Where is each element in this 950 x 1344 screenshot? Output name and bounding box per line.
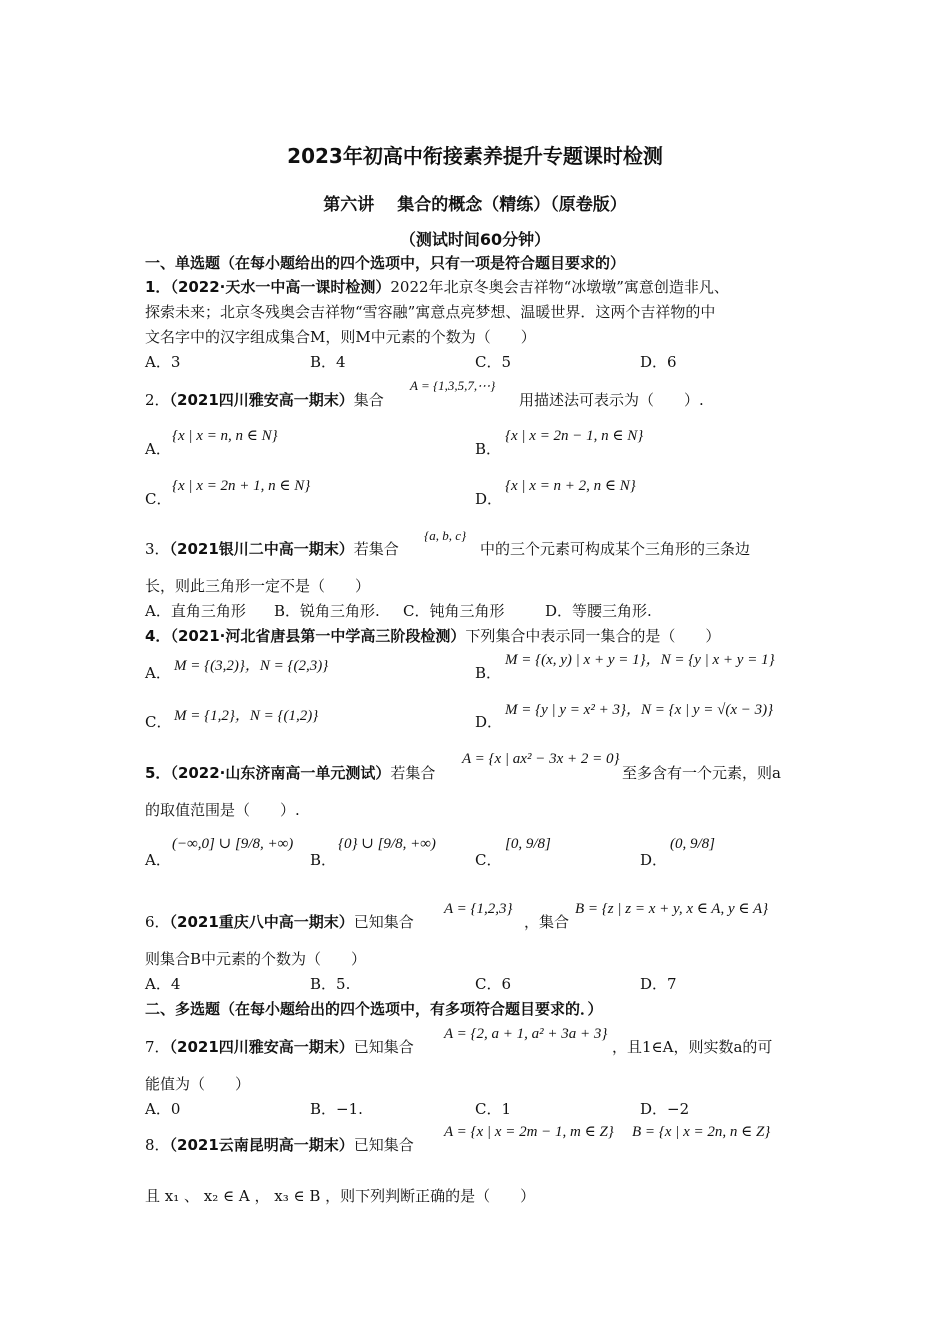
question-text: 集合 — [353, 391, 384, 409]
q1-option-d: D．6 — [640, 353, 677, 371]
q5-option-b: {0} ∪ [9/8, +∞) — [338, 836, 436, 852]
document-subtitle: 第六讲 集合的概念（精练）（原卷版） — [323, 195, 627, 215]
q2-option-d-label: D． — [475, 490, 503, 508]
q7-formula: A = {2, a + 1, a² + 3a + 3} — [444, 1026, 608, 1042]
q4-option-d: M = {y | y = x² + 3}，N = {x | y = √(x − 3)} — [505, 702, 774, 718]
question-7-line-2: 能值为（ ） — [145, 1075, 251, 1093]
question-source: （2021云南昆明高一期末） — [169, 1136, 354, 1154]
q5-formula: A = {x | ax² − 3x + 2 = 0} — [462, 751, 620, 767]
q6-option-a: A．4 — [145, 975, 181, 993]
question-source: （2021·河北省唐县第一中学高三阶段检测） — [170, 627, 466, 645]
question-text: 若集合 — [353, 540, 399, 558]
q5-option-b-label: B． — [310, 851, 337, 869]
q1-option-a: A．3 — [145, 353, 181, 371]
question-3 — [145, 539, 399, 559]
q6-question-mid: ，集合 — [524, 913, 570, 931]
q3-option-c: C．钝角三角形 — [403, 602, 505, 620]
q7-option-a: A．0 — [145, 1100, 181, 1118]
question-7 — [145, 1037, 414, 1057]
question-number: 4． — [145, 627, 171, 645]
section-heading-single-choice: 一、单选题（在每小题给出的四个选项中，只有一项是符合题目要求的） — [145, 254, 626, 272]
q3-question-tail: 中的三个元素可构成某个三角形的三条边 — [480, 540, 751, 558]
q6-formula-b: B = {z | z = x + y, x ∈ A, y ∈ A} — [575, 901, 769, 917]
question-number: 8． — [145, 1136, 170, 1154]
question-3-line-2: 长，则此三角形一定不是（ ） — [145, 577, 371, 595]
question-number: 2． — [145, 391, 170, 409]
question-number: 6． — [145, 913, 170, 931]
q7-question-tail: ，且1∈A，则实数a的可 — [612, 1038, 773, 1056]
q2-option-a: {x | x = n, n ∈ N} — [172, 428, 278, 444]
q2-option-c: {x | x = 2n + 1, n ∈ N} — [172, 478, 311, 494]
q7-option-b: B．−1. — [310, 1100, 363, 1118]
question-text: 已知集合 — [353, 1038, 414, 1056]
question-8 — [145, 1135, 414, 1155]
q5-option-d-label: D． — [640, 851, 668, 869]
q2-option-b-label: B． — [475, 440, 502, 458]
q5-question-tail: 至多含有一个元素，则a — [622, 764, 781, 782]
question-text: 下列集合中表示同一集合的是（ ） — [465, 627, 721, 645]
q2-option-a-label: A． — [145, 440, 171, 458]
q3-option-d: D．等腰三角形. — [545, 602, 652, 620]
q4-option-a-label: A． — [145, 664, 171, 682]
section-heading-multiple-choice: 二、多选题（在每小题给出的四个选项中，有多项符合题目要求的．） — [145, 1000, 603, 1018]
q7-option-d: D．−2 — [640, 1100, 690, 1118]
q5-option-a: (−∞,0] ∪ [9/8, +∞) — [172, 836, 294, 852]
q7-option-c: C．1 — [475, 1100, 512, 1118]
q5-option-d: (0, 9/8] — [670, 836, 715, 852]
question-source: （2021四川雅安高一期末） — [169, 1038, 354, 1056]
q4-option-a: M = {(3,2)}，N = {(2,3)} — [174, 658, 329, 674]
question-source: （2022·山东济南高一单元测试） — [170, 764, 391, 782]
document-title: 2023年初高中衔接素养提升专题课时检测 — [287, 144, 663, 168]
q8-formula-a: A = {x | x = 2m − 1, m ∈ Z} — [444, 1124, 614, 1140]
question-1-line-3: 文名字中的汉字组成集合M，则M中元素的个数为（ ） — [145, 328, 536, 346]
question-source: （2021银川二中高一期末） — [169, 540, 354, 558]
q4-option-c-label: C． — [145, 713, 172, 731]
question-text: 已知集合 — [353, 1136, 414, 1154]
q5-option-a-label: A． — [145, 851, 171, 869]
q1-option-b: B．4 — [310, 353, 346, 371]
q2-formula: A = {1,3,5,7,⋯} — [410, 378, 496, 393]
q3-option-a: A．直角三角形 — [145, 602, 246, 620]
q6-option-d: D．7 — [640, 975, 677, 993]
question-source: （2022·天水一中高一课时检测） — [170, 278, 391, 296]
question-6 — [145, 912, 414, 932]
question-4 — [145, 626, 720, 646]
q8-formula-b: B = {x | x = 2n, n ∈ Z} — [632, 1124, 771, 1140]
question-source: （2021重庆八中高一期末） — [169, 913, 354, 931]
question-number: 7． — [145, 1038, 170, 1056]
q6-formula-a: A = {1,2,3} — [444, 901, 513, 917]
q2-question-tail: 用描述法可表示为（ ）. — [519, 391, 704, 409]
question-5-line-2: 的取值范围是（ ）. — [145, 801, 300, 819]
question-6-line-2: 则集合B中元素的个数为（ ） — [145, 950, 367, 968]
question-number: 5． — [145, 764, 171, 782]
test-time: （测试时间60分钟） — [399, 230, 551, 249]
q5-option-c: [0, 9/8] — [505, 836, 551, 852]
question-text: 已知集合 — [353, 913, 414, 931]
q2-option-c-label: C． — [145, 490, 172, 508]
q3-formula: {a, b, c} — [424, 528, 467, 543]
q3-option-b: B．锐角三角形. — [274, 602, 380, 620]
q4-option-b-label: B． — [475, 664, 502, 682]
q1-option-c: C．5 — [475, 353, 512, 371]
question-number: 1． — [145, 278, 171, 296]
question-5 — [145, 763, 435, 783]
q2-option-b: {x | x = 2n − 1, n ∈ N} — [505, 428, 644, 444]
q2-option-d: {x | x = n + 2, n ∈ N} — [505, 478, 636, 494]
question-8-line-2: 且 x₁ 、 x₂ ∈ A ， x₃ ∈ B ，则下列判断正确的是（ ） — [145, 1187, 536, 1205]
q4-option-d-label: D． — [475, 713, 503, 731]
q4-option-c: M = {1,2}，N = {(1,2)} — [174, 708, 319, 724]
question-2 — [145, 390, 384, 410]
question-1-line-2: 探索未来；北京冬残奥会吉祥物“雪容融”寓意点亮梦想、温暖世界．这两个吉祥物的中 — [145, 303, 716, 321]
question-text: 若集合 — [390, 764, 436, 782]
question-1 — [145, 277, 729, 297]
q6-option-b: B．5. — [310, 975, 351, 993]
q6-option-c: C．6 — [475, 975, 512, 993]
question-source: （2021四川雅安高一期末） — [169, 391, 354, 409]
question-text: 2022年北京冬奥会吉祥物“冰墩墩”寓意创造非凡、 — [390, 278, 729, 296]
q5-option-c-label: C． — [475, 851, 502, 869]
question-number: 3． — [145, 540, 170, 558]
q4-option-b: M = {(x, y) | x + y = 1}，N = {y | x + y = 1} — [505, 652, 775, 668]
